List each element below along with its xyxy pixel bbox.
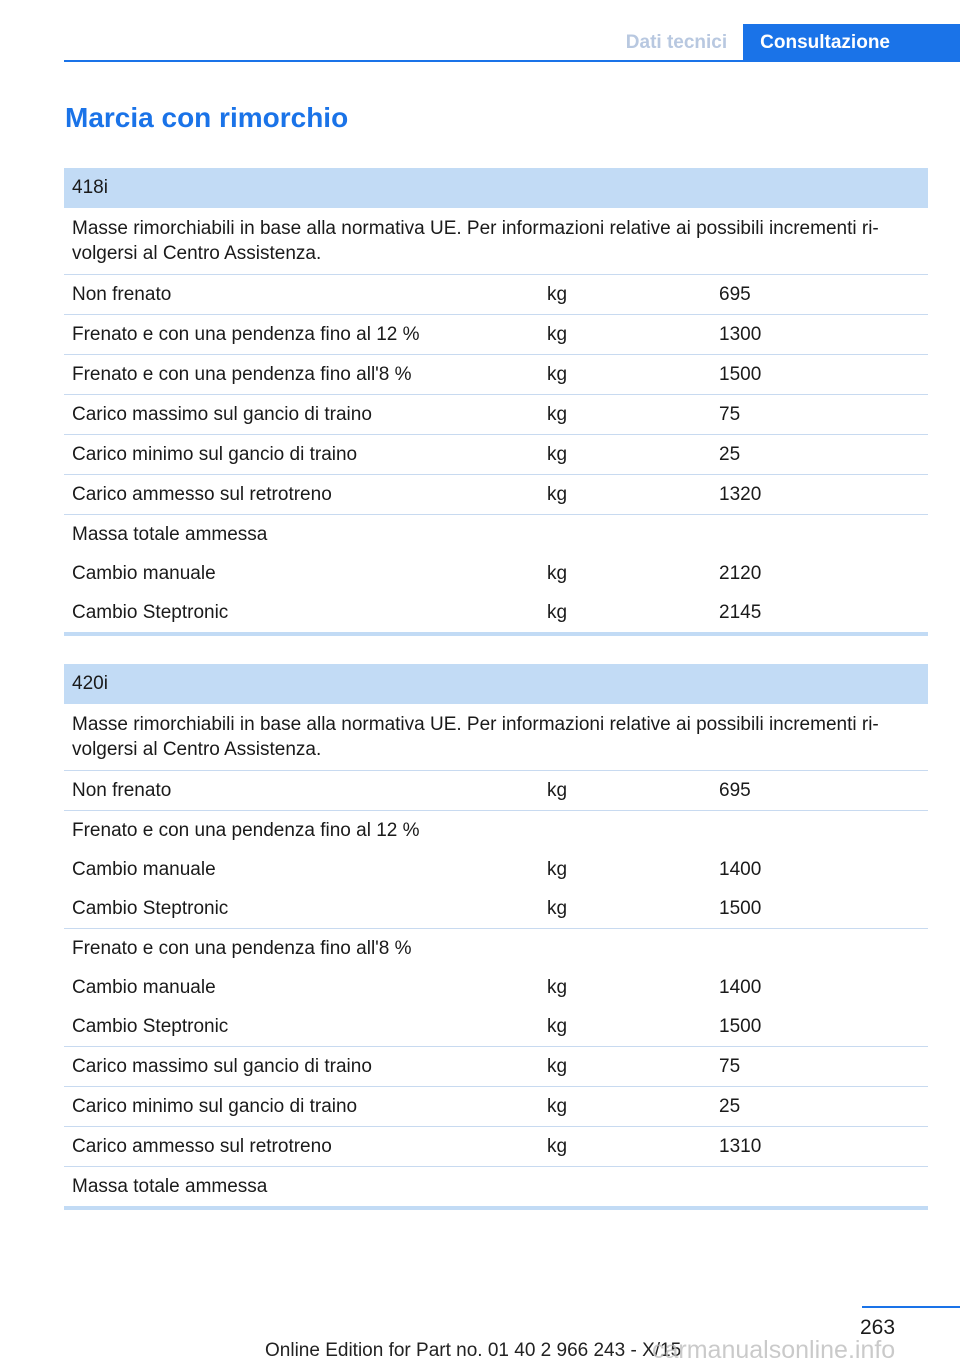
row-label: Carico minimo sul gancio di traino [72,443,358,465]
row-label: Carico massimo sul gancio di traino [72,403,372,425]
spec-table-418i [64,168,928,636]
table-group-heading [64,1167,928,1206]
row-unit: kg [547,1135,568,1157]
table-row [64,1047,928,1087]
row-unit: kg [547,483,568,505]
table-row [64,889,928,929]
row-value: 2120 [719,562,762,584]
row-unit: kg [547,443,568,465]
row-value: 1500 [719,363,762,385]
row-label: Cambio Steptronic [72,1015,229,1037]
row-label: Cambio Steptronic [72,601,229,623]
table-row [64,1087,928,1127]
table-row [64,435,928,475]
row-unit: kg [547,858,568,880]
section-tab: Dati tecnici [625,32,728,53]
table-row [64,1007,928,1047]
row-label: Cambio manuale [72,562,216,584]
row-value: 2145 [719,601,762,623]
row-value: 25 [719,1095,741,1117]
header-divider [64,60,960,62]
row-value: 75 [719,1055,741,1077]
row-unit: kg [547,363,568,385]
table-group-heading [64,515,928,554]
row-label: Frenato e con una pendenza fino al 12 % [72,323,420,345]
row-label: Carico ammesso sul retrotreno [72,1135,332,1157]
row-value: 1320 [719,483,762,505]
table-bottom-rule [64,632,928,636]
table-row [64,593,928,632]
page-title: Marcia con rimorchio [65,102,349,133]
row-value: 1500 [719,1015,762,1037]
row-unit: kg [547,1055,568,1077]
page-number: 263 [860,1316,896,1339]
table-bottom-rule [64,1206,928,1210]
table-row [64,1127,928,1167]
row-label: Carico massimo sul gancio di traino [72,1055,372,1077]
table-row [64,355,928,395]
row-value: 1400 [719,858,762,880]
table-note: Masse rimorchiabili in base alla normativa UE. Per informazioni relative ai possibili incrementi ri-volgersi al Centro Assistenza. [64,704,928,771]
table-model-header: 420i [64,664,928,704]
watermark: carmanualsonline.info [652,1336,896,1364]
chapter-tab: Consultazione [743,24,960,62]
table-model-header: 418i [64,168,928,208]
row-value: 1310 [719,1135,762,1157]
table-group-heading [64,811,928,850]
table-row [64,968,928,1007]
row-unit: kg [547,976,568,998]
row-label: Carico ammesso sul retrotreno [72,483,332,505]
row-unit: kg [547,601,568,623]
row-unit: kg [547,1015,568,1037]
table-row [64,554,928,593]
table-row [64,395,928,435]
table-row [64,475,928,515]
row-label: Frenato e con una pendenza fino al 12 % [72,819,420,841]
row-value: 1300 [719,323,762,345]
row-unit: kg [547,403,568,425]
row-unit: kg [547,562,568,584]
row-value: 695 [719,779,751,801]
edition-note: Online Edition for Part no. 01 40 2 966 243 - X/15 [265,1340,682,1361]
header-tabs [610,24,960,62]
row-label: Massa totale ammessa [72,523,268,545]
row-label: Cambio Steptronic [72,897,229,919]
row-label: Cambio manuale [72,976,216,998]
row-label: Non frenato [72,283,172,305]
table-row [64,315,928,355]
row-value: 1500 [719,897,762,919]
row-value: 695 [719,283,751,305]
row-label: Frenato e con una pendenza fino all'8 % [72,363,412,385]
row-label: Frenato e con una pendenza fino all'8 % [72,937,412,959]
row-label: Non frenato [72,779,172,801]
row-unit: kg [547,779,568,801]
row-value: 75 [719,403,741,425]
spec-table-420i [64,664,928,1210]
table-note: Masse rimorchiabili in base alla normativa UE. Per informazioni relative ai possibili incrementi ri-volgersi al Centro Assistenza. [64,208,928,275]
row-unit: kg [547,283,568,305]
table-row [64,771,928,811]
row-unit: kg [547,323,568,345]
row-unit: kg [547,1095,568,1117]
row-value: 1400 [719,976,762,998]
footer-divider [862,1306,960,1308]
row-label: Carico minimo sul gancio di traino [72,1095,358,1117]
row-value: 25 [719,443,741,465]
table-row [64,275,928,315]
table-row [64,850,928,889]
table-group-heading [64,929,928,968]
row-unit: kg [547,897,568,919]
row-label: Cambio manuale [72,858,216,880]
row-label: Massa totale ammessa [72,1175,268,1197]
